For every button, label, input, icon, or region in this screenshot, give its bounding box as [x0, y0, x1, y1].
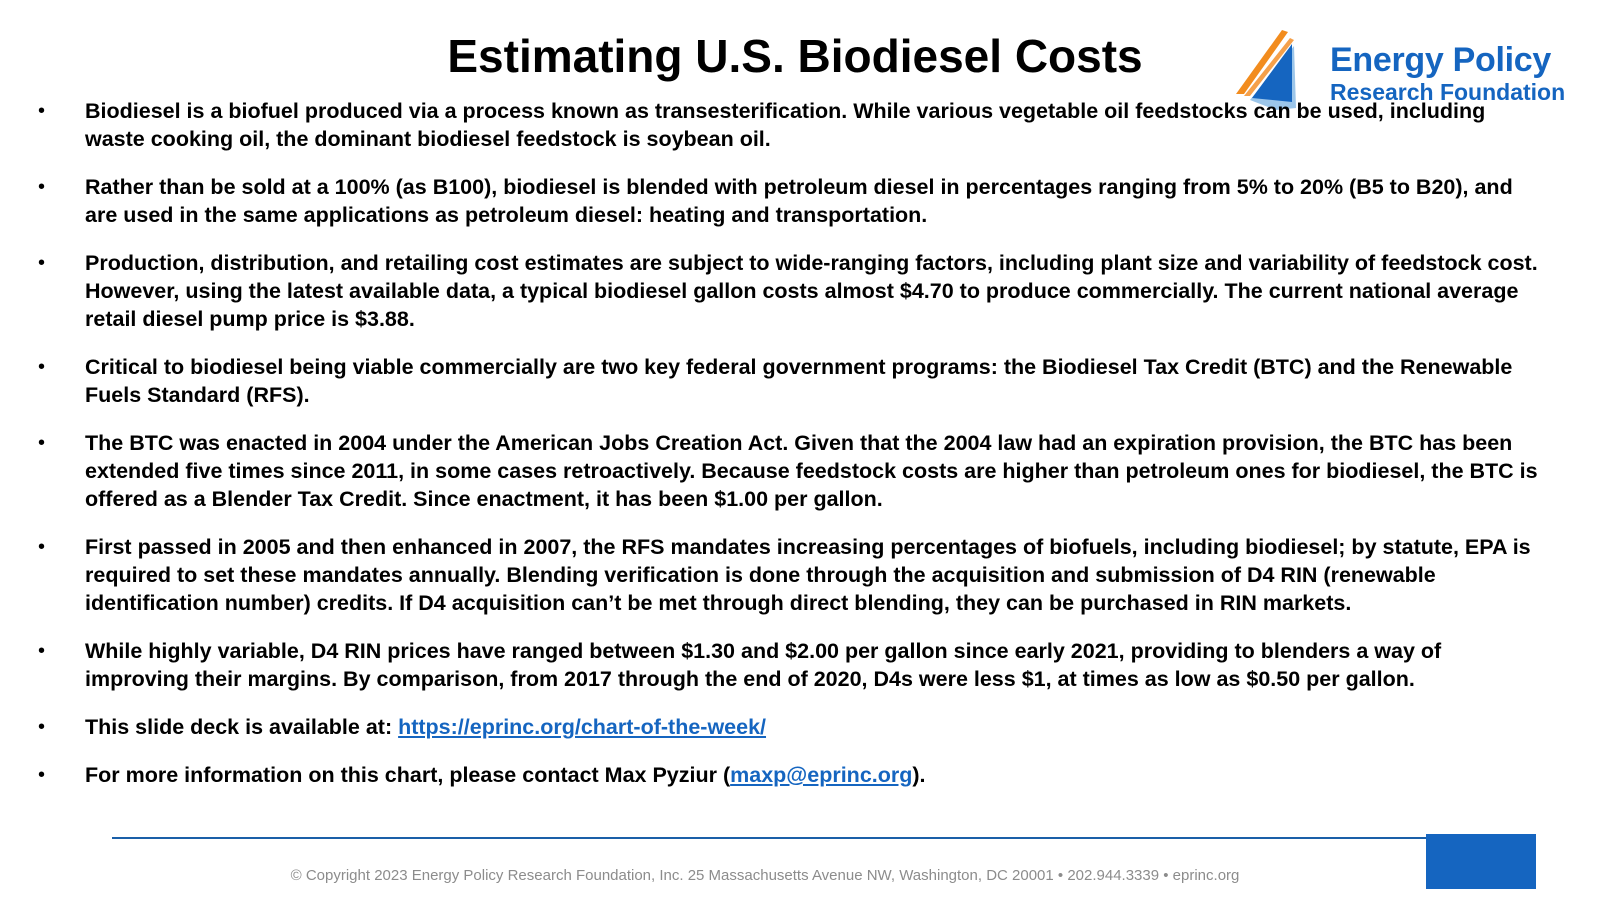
bullet-item	[36, 249, 1556, 333]
bullet-item	[36, 97, 1556, 153]
bullet-dot: •	[38, 764, 46, 786]
bullet-text: Production, distribution, and retailing cost estimates are subject to wide-ranging factors, including plant size and variability of feedstock cost. However, using the latest available data, a typical biodiesel gallon costs almost $4.70 to produce commercially. The current national average retail diesel pump price is $3.88.	[85, 251, 1538, 331]
bullet-dot: •	[38, 716, 46, 738]
bullet-dot: •	[38, 536, 46, 558]
bullet-text: First passed in 2005 and then enhanced in 2007, the RFS mandates increasing percentages of biofuels, including biodiesel; by statute, EPA is required to set these mandates annually. Blending verification is done through the acquisition and submission of D4 RIN (renewable identification number) credits. If D4 acquisition can’t be met through direct blending, they can be purchased in RIN markets.	[85, 535, 1531, 615]
copyright-footer: © Copyright 2023 Energy Policy Research Foundation, Inc. 25 Massachusetts Avenue NW, Washington, DC 20001 • 202.944.3339 • eprinc.org	[290, 867, 1240, 884]
bullet-text: The BTC was enacted in 2004 under the American Jobs Creation Act. Given that the 2004 law had an expiration provision, the BTC has been extended five times since 2011, in some cases retroactively. Because feedstock costs are higher than petroleum ones for biodiesel, the BTC is offered as a Blender Tax Credit. Since enactment, it has been $1.00 per gallon.	[85, 431, 1538, 511]
bullet-dot: •	[38, 100, 46, 122]
bullet-text	[85, 761, 1556, 789]
bullet-dot: •	[38, 176, 46, 198]
bullet-dot: •	[38, 356, 46, 378]
logo-text-line2: Research Foundation	[1330, 79, 1566, 105]
bullet-list	[36, 97, 1556, 809]
bullet-text: Rather than be sold at a 100% (as B100), biodiesel is blended with petroleum diesel in percentages ranging from 5% to 20% (B5 to B20), and are used in the same applications as petroleum diesel: heating and transportation.	[85, 175, 1513, 227]
bullet-text	[85, 713, 1556, 741]
bullet-text: Biodiesel is a biofuel produced via a process known as transesterification. While various vegetable oil feedstocks can be used, including waste cooking oil, the dominant biodiesel feedstock is soybean oil.	[85, 99, 1486, 151]
contact-email-link[interactable]: maxp@eprinc.org	[730, 763, 913, 787]
bullet-dot: •	[38, 432, 46, 454]
bullet-dot: •	[38, 640, 46, 662]
bullet-item	[36, 637, 1556, 693]
bullet-text: While highly variable, D4 RIN prices have ranged between $1.30 and $2.00 per gallon since early 2021, providing to blenders a way of improving their margins. By comparison, from 2017 through the end of 2020, D4s were less $1, at times as low as $0.50 per gallon.	[85, 639, 1442, 691]
deck-link-prefix: This slide deck is available at:	[85, 715, 399, 739]
contact-prefix: For more information on this chart, please contact Max Pyziur (	[85, 763, 731, 787]
contact-suffix: ).	[912, 763, 926, 787]
bullet-item	[36, 429, 1556, 513]
bullet-item	[36, 533, 1556, 617]
bullet-text: Critical to biodiesel being viable commercially are two key federal government programs: the Biodiesel Tax Credit (BTC) and the Renewable Fuels Standard (RFS).	[85, 355, 1513, 407]
bullet-item	[36, 353, 1556, 409]
bullet-dot: •	[38, 252, 46, 274]
bullet-item	[36, 173, 1556, 229]
bullet-item-contact	[36, 761, 1556, 789]
logo-text-line1: Energy Policy	[1330, 41, 1551, 79]
bullet-item-deck-link	[36, 713, 1556, 741]
page-title: Estimating U.S. Biodiesel Costs	[447, 30, 1143, 82]
chart-of-the-week-link[interactable]: https://eprinc.org/chart-of-the-week/	[398, 715, 767, 739]
footer-divider	[112, 837, 1432, 839]
